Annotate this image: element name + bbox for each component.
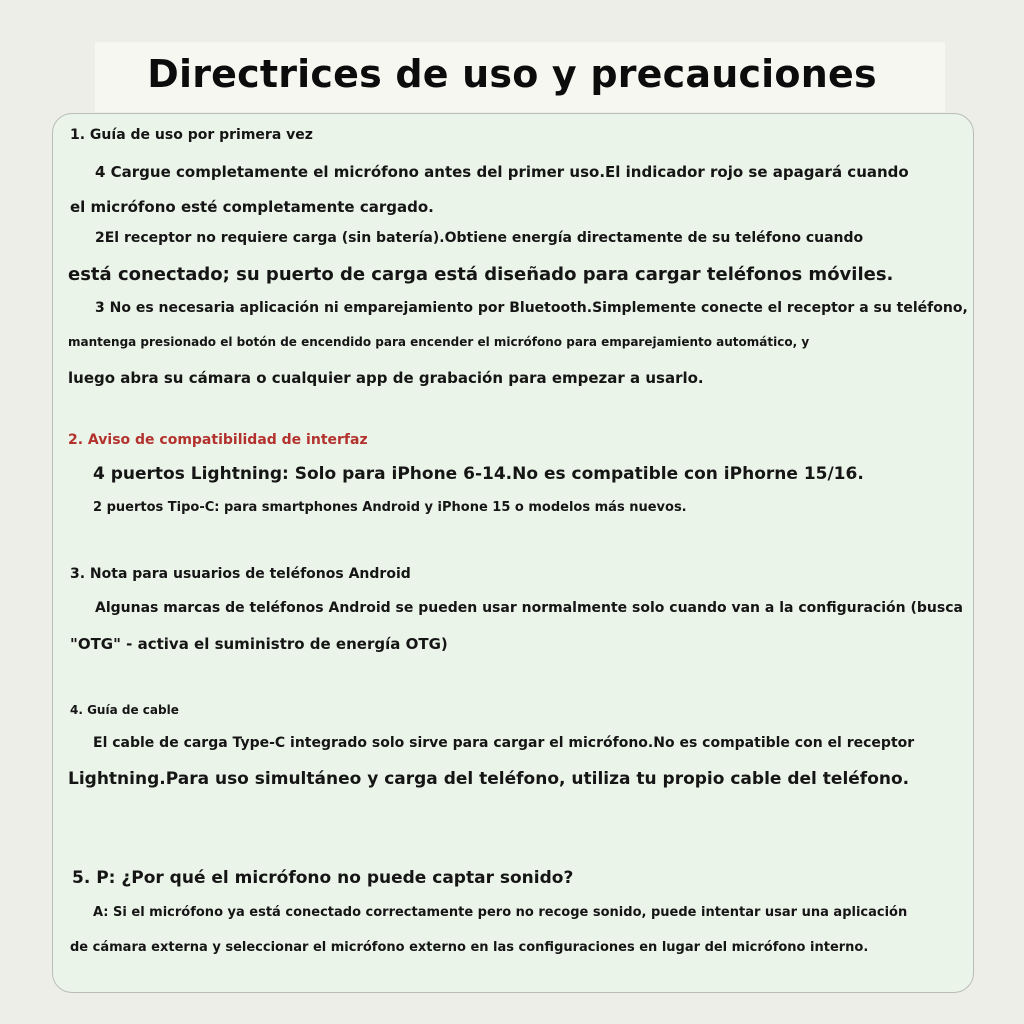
section-1-line-5: 3 No es necesaria aplicación ni emparejamiento por Bluetooth.Simplemente conecte el receptor a su teléfono,: [95, 300, 968, 316]
section-3-heading: 3. Nota para usuarios de teléfonos Android: [70, 566, 411, 582]
section-5-line-1: A: Si el micrófono ya está conectado correctamente pero no recoge sonido, puede intentar usar una aplicación: [93, 905, 908, 920]
section-5-heading: 5. P: ¿Por qué el micrófono no puede captar sonido?: [72, 868, 574, 888]
section-5-line-2: de cámara externa y seleccionar el micrófono externo en las configuraciones en lugar del micrófono interno.: [70, 940, 869, 955]
section-1-line-3: 2El receptor no requiere carga (sin batería).Obtiene energía directamente de su teléfono cuando: [95, 230, 864, 246]
section-4-line-1: El cable de carga Type-C integrado solo sirve para cargar el micrófono.No es compatible con el receptor: [93, 735, 915, 751]
section-2-heading: 2. Aviso de compatibilidad de interfaz: [68, 432, 368, 448]
section-3-line-2: "OTG" - activa el suministro de energía OTG): [70, 635, 448, 653]
section-4-heading: 4. Guía de cable: [70, 703, 179, 717]
section-1-line-7: luego abra su cámara o cualquier app de grabación para empezar a usarlo.: [68, 369, 704, 387]
section-1-line-1: 4 Cargue completamente el micrófono antes del primer uso.El indicador rojo se apagará cuando: [95, 163, 909, 181]
content-panel: [52, 113, 974, 993]
section-1-line-6: mantenga presionado el botón de encendido para encender el micrófono para emparejamiento automático, y: [68, 335, 810, 349]
section-1-line-2: el micrófono esté completamente cargado.: [70, 198, 434, 216]
section-3-line-1: Algunas marcas de teléfonos Android se pueden usar normalmente solo cuando van a la configuración (busca: [95, 600, 963, 616]
section-1-line-4: está conectado; su puerto de carga está diseñado para cargar teléfonos móviles.: [68, 264, 894, 285]
page-title: Directrices de uso y precauciones: [147, 52, 877, 96]
section-4-line-2: Lightning.Para uso simultáneo y carga del teléfono, utiliza tu propio cable del teléfono.: [68, 769, 910, 789]
section-1-heading: 1. Guía de uso por primera vez: [70, 127, 313, 143]
section-2-line-2: 2 puertos Tipo-C: para smartphones Android y iPhone 15 o modelos más nuevos.: [93, 500, 687, 515]
section-2-line-1: 4 puertos Lightning: Solo para iPhone 6-14.No es compatible con iPhorne 15/16.: [93, 464, 864, 484]
